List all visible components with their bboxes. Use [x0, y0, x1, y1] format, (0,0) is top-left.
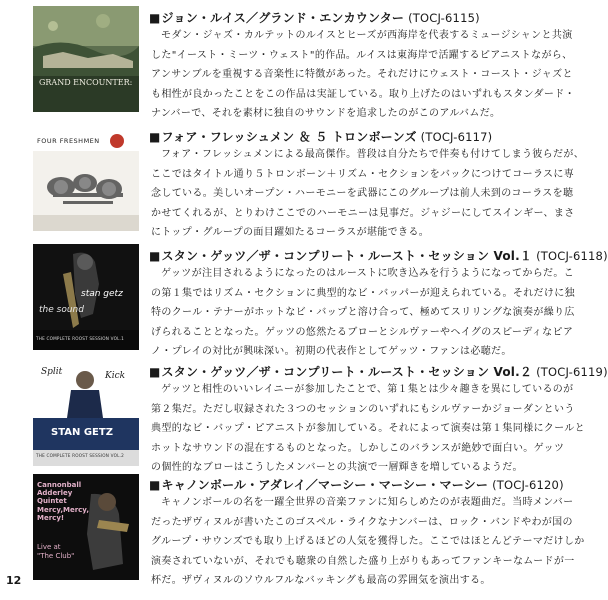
- description-line: ホットなサウンドの混在するものとなった。しかしこのバランスが絶妙で面白い。ゲッツ: [151, 442, 565, 454]
- heading-bullet-icon: ■: [149, 11, 161, 25]
- album-cover-stan-getz-vol1: [33, 244, 139, 350]
- entry-description: [151, 264, 575, 362]
- cover-subtitle-text: "The Club": [37, 552, 75, 560]
- description-line: ノ・プレイの対比が興味深い。初期の代表作としてゲッツ・ファンは必聴だ。: [151, 346, 512, 357]
- description-line: グループ・サウンズでも取り上げるほどの人気を獲得した。ここではほとんどテーマだけしか: [151, 536, 585, 547]
- cover-artist-text: Adderley: [37, 489, 73, 497]
- description-line: にトップ・グループの面目躍如たるコーラスが堪能できる。: [151, 227, 430, 238]
- description-line: の個性的なブローはこうしたメンバーとの共演で一層輝きを増しているようだ。: [151, 462, 523, 473]
- description-line: フォア・フレッシュメンによる最高傑作。普段は自分たちで伴奏も付けてしまう彼らだが、: [161, 149, 585, 160]
- heading-title: スタン・ゲッツ／ザ・コンプリート・ルースト・セッション Vol.２: [161, 365, 533, 379]
- catalog-number: (TOCJ-6119): [536, 365, 608, 379]
- description-line: の第１集ではリズム・セクションに典型的なビ・バッパーが迎えられている。それだけに独: [151, 287, 575, 299]
- cover-artist-text: stan getz: [81, 289, 123, 299]
- cover-title-text: Split: [41, 367, 63, 377]
- heading-bullet-icon: ■: [149, 249, 161, 263]
- description-line: 第２集だ。ただし収録された３つのセッションのいずれにもシルヴァーかジョーダンという: [151, 403, 575, 415]
- description-line: ここではタイトル通り５トロンボーン＋リズム・セクションをバックにつけてコーラスに専: [151, 168, 575, 180]
- description-line: かせてくれるが、とりわけここでのハーモニーは見事だ。ジャジーにしてスインギー、まさ: [151, 207, 575, 219]
- description-line: も相性が良かったことをこの作品は実証している。取り上げたのはいずれもスタンダード・: [151, 88, 575, 100]
- entry-description: [151, 493, 585, 591]
- description-line: ゲッツと相性のいいレイニーが参加したことで、第１集とは少々趣きを異にしているのが: [161, 384, 574, 395]
- description-line: 特のクール・テナーがホットなビ・バップと溶け合って、極めてスリリングな演奏が繰り広: [151, 307, 575, 318]
- description-line: 演奏されていないが、それでも聴衆の自然した盛り上がりもあってファンキーなムードが一: [151, 555, 575, 567]
- entry-heading: [149, 363, 608, 380]
- description-line: キャノンボールの名を一躍全世界の音楽ファンに知らしめたのが表題曲だ。当時メンバー: [161, 497, 574, 508]
- description-line: げられることとなった。ゲッツの悠然たるブローとシルヴァーやヘイグのスピーディなピア: [151, 326, 574, 338]
- album-cover-grand-encounter: [33, 6, 139, 112]
- heading-bullet-icon: ■: [149, 478, 161, 492]
- entry-heading: [149, 247, 608, 264]
- cover-artist-text: STAN GETZ: [51, 427, 113, 438]
- heading-bullet-icon: ■: [149, 365, 161, 379]
- page-number: 12: [6, 574, 22, 587]
- heading-bullet-icon: ■: [149, 130, 161, 144]
- entry-description: [151, 145, 585, 243]
- entry-description: [151, 26, 575, 124]
- heading-title: フォア・フレッシュメン ＆ ５ トロンボーンズ: [161, 130, 417, 144]
- cover-subtitle-text: Live at: [37, 543, 61, 551]
- album-cover-four-freshmen: [33, 125, 139, 231]
- heading-title: スタン・ゲッツ／ザ・コンプリート・ルースト・セッション Vol.１: [161, 249, 533, 263]
- album-cover-stan-getz-vol2: [33, 360, 139, 466]
- description-line: だったザヴィヌルが書いたこのゴスペル・ライクなナンバーは、ロック・バンドやわが国の: [151, 516, 573, 528]
- cover-title-text: Mercy!: [37, 514, 65, 522]
- catalog-number: (TOCJ-6120): [492, 478, 564, 492]
- description-line: ナンバーで、それを素材に独自のサウンドを追求したのがこのアルバムだ。: [151, 108, 501, 119]
- entry-description: [151, 380, 585, 478]
- catalog-number: (TOCJ-6118): [536, 249, 608, 263]
- entry-heading: [149, 476, 564, 493]
- cover-artist-text: Cannonball: [37, 481, 82, 489]
- cover-artist-text: Quintet: [37, 497, 67, 505]
- description-line: アンサンブルを重視する音楽性に特徴があった。それだけにウェスト・コースト・ジャズと: [151, 69, 573, 80]
- album-cover-cannonball: [33, 474, 139, 580]
- cover-title-text: the sound: [39, 305, 84, 315]
- cover-title-text: FOUR FRESHMEN: [37, 137, 100, 145]
- cover-subtitle-text: THE COMPLETE ROOST SESSION VOL.1: [36, 336, 125, 341]
- catalog-number: (TOCJ-6115): [408, 11, 480, 25]
- description-line: した"イースト・ミーツ・ウェスト"的作品。ルイスは東海岸で活躍するピアニストながら、: [151, 49, 573, 61]
- entry-heading: [149, 9, 480, 26]
- description-line: 杯だ。ザヴィヌルのソウルフルなバッキングも最高の雰囲気を演出する。: [151, 575, 491, 586]
- heading-title: キャノンボール・アダレイ／マーシー・マーシー・マーシー: [161, 478, 489, 492]
- description-line: モダン・ジャズ・カルテットのルイスとヒーズが西海岸を代表するミュージシャンと共演: [161, 30, 573, 41]
- description-line: 典型的なビ・バップ・ピアニストが参加している。それによって演奏は第１集同様にクールと: [151, 423, 585, 434]
- cover-subtitle-text: THE COMPLETE ROOST SESSION VOL.2: [36, 453, 125, 458]
- entry-heading: [149, 128, 492, 145]
- cover-title-text: GRAND ENCOUNTER:: [39, 78, 133, 87]
- cover-title-text: Mercy,Mercy,: [37, 506, 89, 514]
- catalog-number: (TOCJ-6117): [420, 130, 493, 144]
- heading-title: ジョン・ルイス／グランド・エンカウンター: [161, 11, 405, 25]
- description-line: ゲッツが注目されるようになったのはルーストに吹き込みを行うようになってからだ。こ: [161, 268, 575, 279]
- cover-title-text: Kick: [105, 371, 126, 381]
- cover-art-image: [33, 6, 139, 112]
- description-line: 念している。美しいオープン・ハーモニーを武器にこのグループは前人未到のコーラスを聴: [151, 188, 574, 199]
